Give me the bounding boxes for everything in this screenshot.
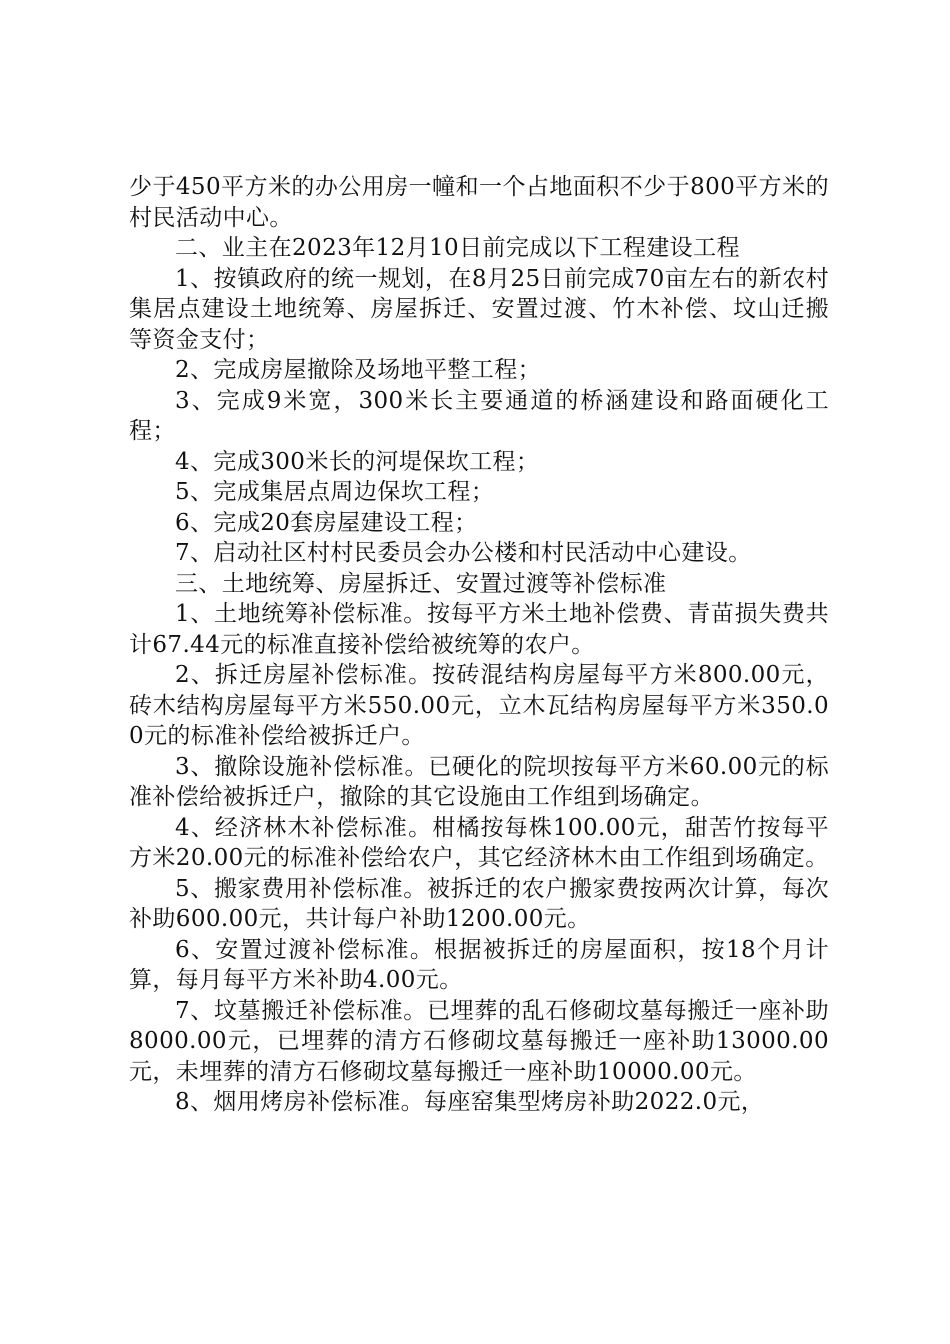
list-item: 3、撤除设施补偿标准。已硬化的院坝按每平方米60.00元的标准补偿给被拆迁户，撤除的其它设施由工作组到场确定。 (129, 753, 829, 810)
list-item: 7、坟墓搬迁补偿标准。已埋葬的乱石修砌坟墓每搬迁一座补助8000.00元，已埋葬的清方石修砌坟墓每搬迁一座补助13000.00元，未埋葬的清方石修砌坟墓每搬迁一座补助10000.00元。 (129, 997, 829, 1085)
list-item: 8、烟用烤房补偿标准。每座窑集型烤房补助2022.0元， (175, 1089, 765, 1115)
list-item: 2、拆迁房屋补偿标准。按砖混结构房屋每平方米800.00元，砖木结构房屋每平方米550.00元，立木瓦结构房屋每平方米350.00元的标准补偿给被拆迁户。 (129, 662, 829, 749)
list-item: 1、按镇政府的统一规划，在8月25日前完成70亩左右的新农村集居点建设土地统筹、房屋拆迁、安置过渡、竹木补偿、坟山迁搬等资金支付； (129, 265, 829, 353)
list-item: 2、完成房屋撤除及场地平整工程； (175, 357, 542, 383)
list-item: 5、搬家费用补偿标准。被拆迁的农户搬家费按两次计算，每次补助600.00元，共计每户补助1200.00元。 (129, 875, 829, 932)
list-item: 4、完成300米长的河堤保坎工程； (175, 448, 540, 475)
section-heading-2: 二、业主在2023年12月10日前完成以下工程建设工程 (175, 235, 740, 261)
list-item: 7、启动社区村村民委员会办公楼和村民活动中心建设。 (175, 540, 752, 566)
section-heading-3: 三、土地统筹、房屋拆迁、安置过渡等补偿标准 (175, 570, 667, 597)
list-item: 3、完成9米宽，300米长主要通道的桥涵建设和路面硬化工程； (129, 387, 829, 444)
list-item: 6、安置过渡补偿标准。根据被拆迁的房屋面积，按18个月计算，每月每平方米补助4.00元。 (129, 936, 829, 993)
list-item: 6、完成20套房屋建设工程； (175, 509, 478, 536)
paragraph-continuation: 少于450平方米的办公用房一幢和一个占地面积不少于800平方米的村民活动中心。 (129, 174, 829, 231)
list-item: 4、经济林木补偿标准。柑橘按每株100.00元，甜苦竹按每平方米20.00元的标准补偿给农户，其它经济林木由工作组到场确定。 (129, 814, 829, 871)
document-body (129, 172, 829, 1118)
list-item: 1、土地统筹补偿标准。按每平方米土地补偿费、青苗损失费共计67.44元的标准直接补偿给被统筹的农户。 (129, 601, 829, 658)
list-item: 5、完成集居点周边保坎工程； (175, 479, 495, 505)
